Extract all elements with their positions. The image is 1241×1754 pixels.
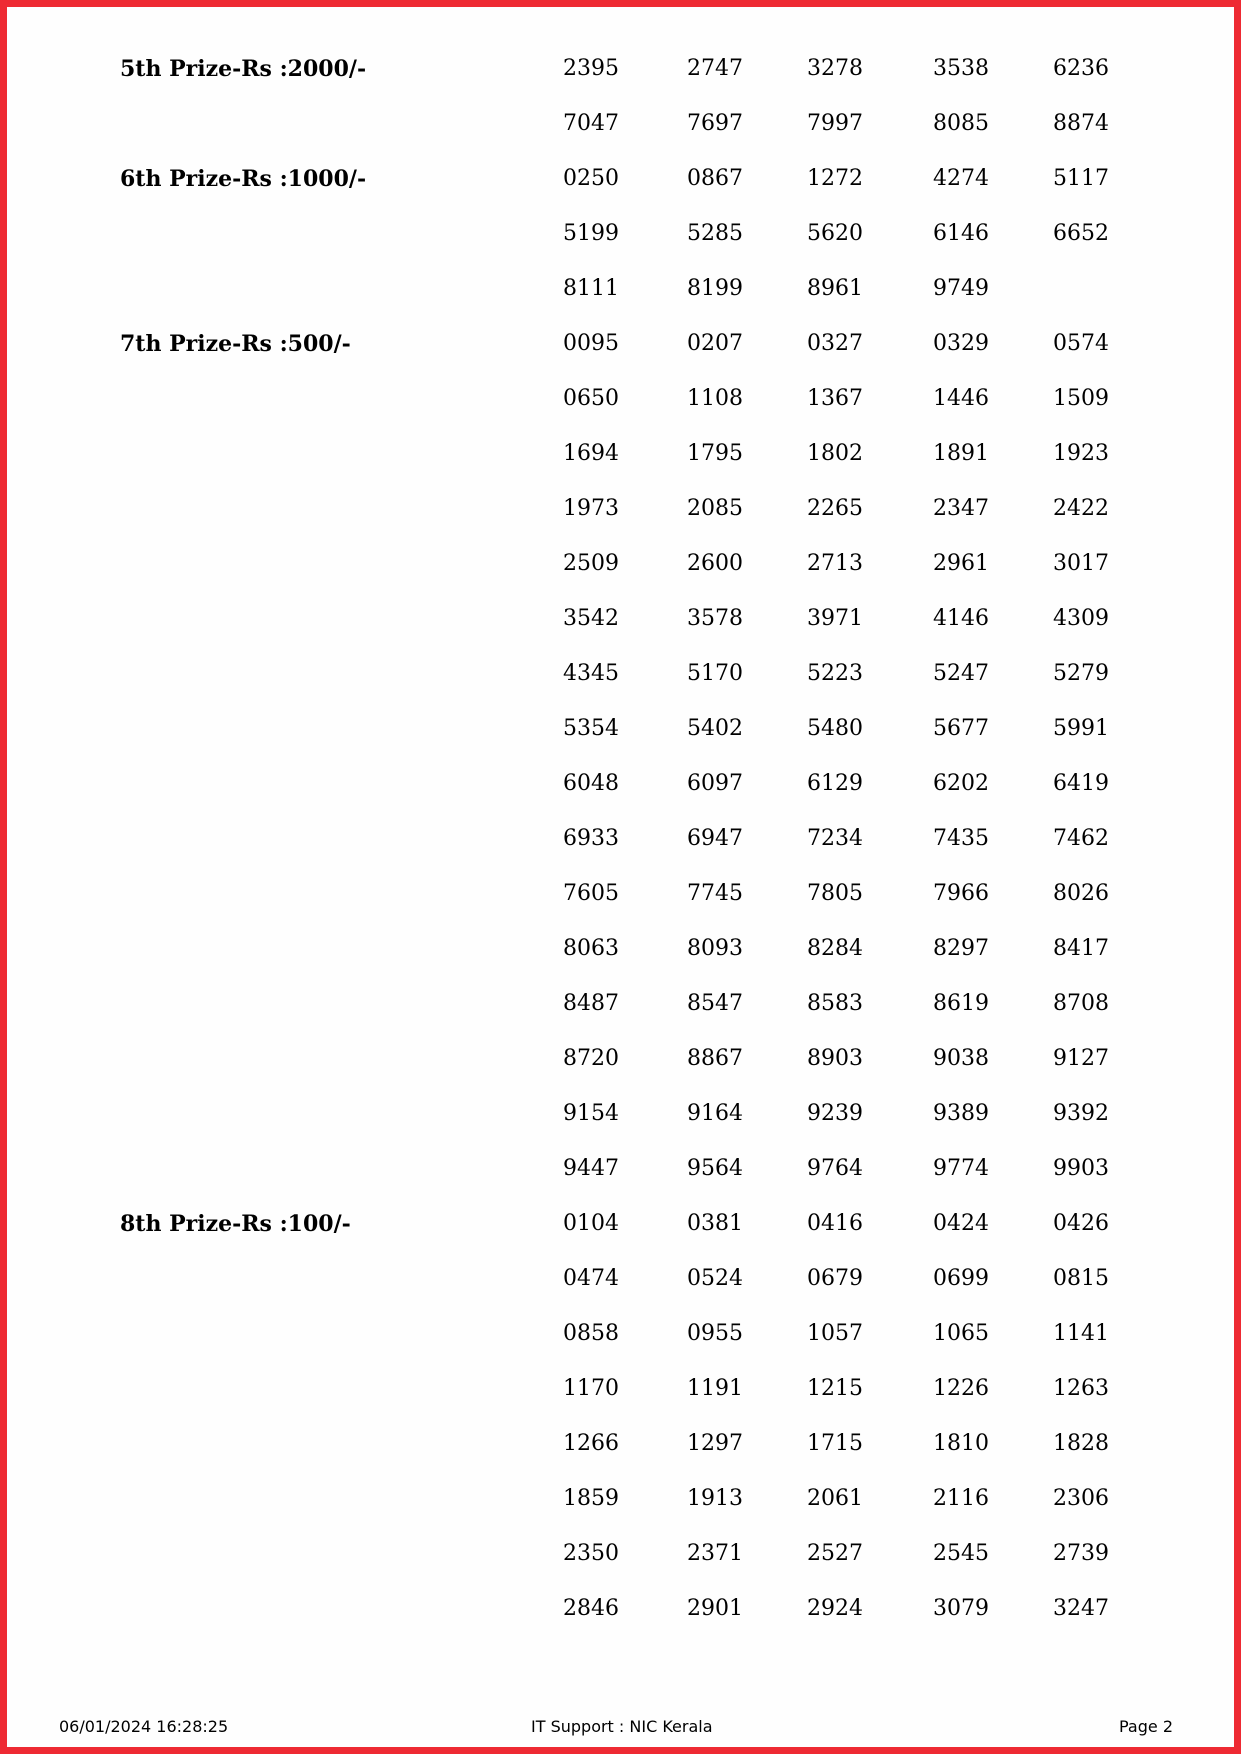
winning-number: 2422 xyxy=(1053,496,1109,521)
prize-row xyxy=(7,769,1234,799)
winning-number: 7435 xyxy=(933,826,989,851)
winning-number: 8093 xyxy=(687,936,743,961)
winning-number: 2265 xyxy=(807,496,863,521)
winning-number: 1446 xyxy=(933,386,989,411)
prize-row xyxy=(7,1154,1234,1184)
winning-number: 2347 xyxy=(933,496,989,521)
winning-number: 1795 xyxy=(687,441,743,466)
winning-number: 1509 xyxy=(1053,386,1109,411)
winning-number: 0095 xyxy=(563,331,619,356)
winning-number: 5199 xyxy=(563,221,619,246)
winning-number: 0867 xyxy=(687,166,743,191)
winning-number: 6097 xyxy=(687,771,743,796)
winning-number: 9903 xyxy=(1053,1156,1109,1181)
winning-number: 5170 xyxy=(687,661,743,686)
winning-number: 4274 xyxy=(933,166,989,191)
winning-number: 8487 xyxy=(563,991,619,1016)
winning-number: 8297 xyxy=(933,936,989,961)
page-footer xyxy=(7,1716,1234,1738)
winning-number: 1266 xyxy=(563,1431,619,1456)
winning-number: 8961 xyxy=(807,276,863,301)
winning-number: 7805 xyxy=(807,881,863,906)
winning-number: 7697 xyxy=(687,111,743,136)
winning-number: 7234 xyxy=(807,826,863,851)
prize-row xyxy=(7,384,1234,414)
winning-number: 6236 xyxy=(1053,56,1109,81)
winning-number: 5223 xyxy=(807,661,863,686)
winning-number: 5354 xyxy=(563,716,619,741)
prize-row xyxy=(7,109,1234,139)
winning-number: 0858 xyxy=(563,1321,619,1346)
winning-number: 8111 xyxy=(563,276,619,301)
winning-number: 1828 xyxy=(1053,1431,1109,1456)
winning-number: 0329 xyxy=(933,331,989,356)
winning-number: 2739 xyxy=(1053,1541,1109,1566)
winning-number: 3247 xyxy=(1053,1596,1109,1621)
winning-number: 0474 xyxy=(563,1266,619,1291)
footer-support: IT Support : NIC Kerala xyxy=(531,1717,713,1736)
winning-number: 3542 xyxy=(563,606,619,631)
winning-number: 5279 xyxy=(1053,661,1109,686)
winning-number: 0574 xyxy=(1053,331,1109,356)
prize-label: 8th Prize-Rs :100/- xyxy=(120,1211,351,1237)
winning-number: 1913 xyxy=(687,1486,743,1511)
winning-number: 6419 xyxy=(1053,771,1109,796)
winning-number: 5247 xyxy=(933,661,989,686)
footer-datetime: 06/01/2024 16:28:25 xyxy=(59,1717,229,1736)
winning-number: 5620 xyxy=(807,221,863,246)
prize-row xyxy=(7,549,1234,579)
winning-number: 0699 xyxy=(933,1266,989,1291)
winning-number: 7745 xyxy=(687,881,743,906)
winning-number: 0524 xyxy=(687,1266,743,1291)
winning-number: 1215 xyxy=(807,1376,863,1401)
winning-number: 9038 xyxy=(933,1046,989,1071)
winning-number: 1108 xyxy=(687,386,743,411)
winning-number: 2350 xyxy=(563,1541,619,1566)
winning-number: 9447 xyxy=(563,1156,619,1181)
prize-row xyxy=(7,1429,1234,1459)
winning-number: 9389 xyxy=(933,1101,989,1126)
winning-number: 9564 xyxy=(687,1156,743,1181)
winning-number: 2527 xyxy=(807,1541,863,1566)
winning-number: 4345 xyxy=(563,661,619,686)
prize-row xyxy=(7,1484,1234,1514)
winning-number: 8085 xyxy=(933,111,989,136)
prize-row xyxy=(7,54,1234,84)
winning-number: 1141 xyxy=(1053,1321,1109,1346)
winning-number: 5402 xyxy=(687,716,743,741)
winning-number: 8619 xyxy=(933,991,989,1016)
prize-row xyxy=(7,714,1234,744)
prize-row xyxy=(7,1594,1234,1624)
winning-number: 3578 xyxy=(687,606,743,631)
prize-row xyxy=(7,1319,1234,1349)
winning-number: 5991 xyxy=(1053,716,1109,741)
winning-number: 9749 xyxy=(933,276,989,301)
winning-number: 0416 xyxy=(807,1211,863,1236)
winning-number: 7605 xyxy=(563,881,619,906)
prize-row xyxy=(7,164,1234,194)
winning-number: 3971 xyxy=(807,606,863,631)
winning-number: 6652 xyxy=(1053,221,1109,246)
prize-row xyxy=(7,1374,1234,1404)
winning-number: 1715 xyxy=(807,1431,863,1456)
winning-number: 0104 xyxy=(563,1211,619,1236)
winning-number: 4309 xyxy=(1053,606,1109,631)
winning-number: 1065 xyxy=(933,1321,989,1346)
winning-number: 1297 xyxy=(687,1431,743,1456)
winning-number: 1973 xyxy=(563,496,619,521)
winning-number: 5285 xyxy=(687,221,743,246)
winning-number: 1923 xyxy=(1053,441,1109,466)
winning-number: 2545 xyxy=(933,1541,989,1566)
winning-number: 7997 xyxy=(807,111,863,136)
winning-number: 8547 xyxy=(687,991,743,1016)
winning-number: 7047 xyxy=(563,111,619,136)
prize-row xyxy=(7,439,1234,469)
winning-number: 8867 xyxy=(687,1046,743,1071)
prize-row xyxy=(7,274,1234,304)
winning-number: 9392 xyxy=(1053,1101,1109,1126)
winning-number: 0381 xyxy=(687,1211,743,1236)
winning-number: 2713 xyxy=(807,551,863,576)
winning-number: 0815 xyxy=(1053,1266,1109,1291)
winning-number: 2306 xyxy=(1053,1486,1109,1511)
winning-number: 1367 xyxy=(807,386,863,411)
prize-row xyxy=(7,1209,1234,1239)
winning-number: 2085 xyxy=(687,496,743,521)
winning-number: 0650 xyxy=(563,386,619,411)
winning-number: 6129 xyxy=(807,771,863,796)
winning-number: 1802 xyxy=(807,441,863,466)
winning-number: 2600 xyxy=(687,551,743,576)
winning-number: 3017 xyxy=(1053,551,1109,576)
winning-number: 2371 xyxy=(687,1541,743,1566)
winning-number: 6947 xyxy=(687,826,743,851)
winning-number: 6933 xyxy=(563,826,619,851)
winning-number: 2747 xyxy=(687,56,743,81)
winning-number: 2116 xyxy=(933,1486,989,1511)
winning-number: 0424 xyxy=(933,1211,989,1236)
prize-row xyxy=(7,1539,1234,1569)
winning-number: 1810 xyxy=(933,1431,989,1456)
winning-number: 2509 xyxy=(563,551,619,576)
prize-row xyxy=(7,934,1234,964)
winning-number: 0426 xyxy=(1053,1211,1109,1236)
winning-number: 1891 xyxy=(933,441,989,466)
winning-number: 1191 xyxy=(687,1376,743,1401)
prize-row xyxy=(7,879,1234,909)
winning-number: 5480 xyxy=(807,716,863,741)
winning-number: 6146 xyxy=(933,221,989,246)
prize-row xyxy=(7,219,1234,249)
footer-page-number: Page 2 xyxy=(1119,1717,1173,1736)
prize-label: 6th Prize-Rs :1000/- xyxy=(120,166,367,192)
winning-number: 2901 xyxy=(687,1596,743,1621)
prize-row xyxy=(7,1044,1234,1074)
winning-number: 5677 xyxy=(933,716,989,741)
winning-number: 4146 xyxy=(933,606,989,631)
winning-number: 1694 xyxy=(563,441,619,466)
prize-row xyxy=(7,1264,1234,1294)
prize-row xyxy=(7,824,1234,854)
winning-number: 8026 xyxy=(1053,881,1109,906)
prize-row xyxy=(7,1099,1234,1129)
winning-number: 7966 xyxy=(933,881,989,906)
winning-number: 0679 xyxy=(807,1266,863,1291)
winning-number: 9164 xyxy=(687,1101,743,1126)
winning-number: 1226 xyxy=(933,1376,989,1401)
winning-number: 8874 xyxy=(1053,111,1109,136)
winning-number: 0207 xyxy=(687,331,743,356)
winning-number: 1859 xyxy=(563,1486,619,1511)
winning-number: 8720 xyxy=(563,1046,619,1071)
winning-number: 8417 xyxy=(1053,936,1109,961)
prize-row xyxy=(7,604,1234,634)
winning-number: 8284 xyxy=(807,936,863,961)
winning-number: 8063 xyxy=(563,936,619,961)
winning-number: 0955 xyxy=(687,1321,743,1346)
prize-row xyxy=(7,494,1234,524)
winning-number: 8583 xyxy=(807,991,863,1016)
winning-number: 1057 xyxy=(807,1321,863,1346)
winning-number: 3538 xyxy=(933,56,989,81)
winning-number: 9774 xyxy=(933,1156,989,1181)
prize-row xyxy=(7,659,1234,689)
winning-number: 0327 xyxy=(807,331,863,356)
winning-number: 2846 xyxy=(563,1596,619,1621)
prize-row xyxy=(7,329,1234,359)
winning-number: 9764 xyxy=(807,1156,863,1181)
prize-label: 7th Prize-Rs :500/- xyxy=(120,331,351,357)
winning-number: 7462 xyxy=(1053,826,1109,851)
prize-row xyxy=(7,989,1234,1019)
winning-number: 2961 xyxy=(933,551,989,576)
winning-number: 1263 xyxy=(1053,1376,1109,1401)
winning-number: 9154 xyxy=(563,1101,619,1126)
winning-number: 2395 xyxy=(563,56,619,81)
winning-number: 9127 xyxy=(1053,1046,1109,1071)
winning-number: 9239 xyxy=(807,1101,863,1126)
winning-number: 2061 xyxy=(807,1486,863,1511)
winning-number: 3278 xyxy=(807,56,863,81)
winning-number: 8903 xyxy=(807,1046,863,1071)
winning-number: 3079 xyxy=(933,1596,989,1621)
winning-number: 8708 xyxy=(1053,991,1109,1016)
winning-number: 0250 xyxy=(563,166,619,191)
prize-label: 5th Prize-Rs :2000/- xyxy=(120,56,367,82)
winning-number: 5117 xyxy=(1053,166,1109,191)
winning-number: 6048 xyxy=(563,771,619,796)
winning-number: 2924 xyxy=(807,1596,863,1621)
winning-number: 8199 xyxy=(687,276,743,301)
winning-number: 1170 xyxy=(563,1376,619,1401)
winning-number: 1272 xyxy=(807,166,863,191)
winning-number: 6202 xyxy=(933,771,989,796)
